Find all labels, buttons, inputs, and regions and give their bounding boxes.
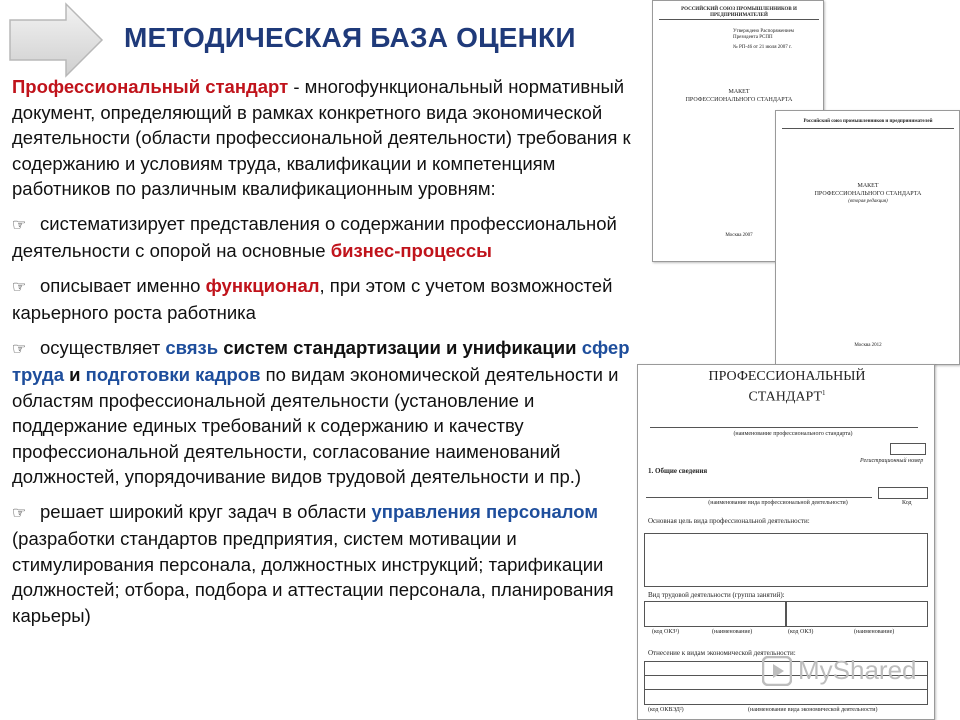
doc2-org: Российский союз промышленников и предпринимателей — [803, 119, 933, 124]
page-title: МЕТОДИЧЕСКАЯ БАЗА ОЦЕНКИ — [124, 22, 576, 53]
bullet-1-text: систематизирует представления о содержании профессиональной деятельности с опорой на основные — [12, 212, 617, 261]
doc2-city: Москва 2012 — [854, 343, 882, 348]
doc3-okved-code: (код ОКВЭД²) — [648, 707, 684, 713]
bullet-3-bold-2: и — [63, 364, 86, 385]
pointing-hand-icon: ☞ — [12, 278, 27, 296]
bullet-3-blue-2: сфер труда — [12, 336, 630, 385]
doc1-city: Москва 2007 — [725, 233, 753, 238]
pointing-hand-icon: ☞ — [12, 340, 27, 358]
doc3-goal: Основная цель вида профессиональной деятельности: — [648, 517, 810, 525]
doc3-code: Код — [902, 500, 912, 506]
pointing-hand-icon: ☞ — [12, 504, 27, 522]
doc3-activity-caption: (наименование вида профессиональной деятельности) — [708, 500, 848, 506]
doc1-org: РОССИЙСКИЙ СОЮЗ ПРОМЫШЛЕННИКОВ И ПРЕДПРИНИМАТЕЛЕЙ — [681, 7, 797, 18]
bullet-2-text-a: описывает именно — [40, 274, 206, 296]
doc3-group: Вид трудовой деятельности (группа занятий): — [648, 591, 785, 599]
bullet-4-highlight: управления персоналом — [371, 500, 599, 522]
arrow-decoration — [8, 2, 104, 78]
bullet-3-text-a: осуществляет — [40, 336, 166, 358]
doc3-reg-number: Регистрационный номер — [860, 458, 924, 464]
doc2-edition: (вторая редакция) — [848, 199, 888, 204]
doc3-title — [682, 369, 892, 406]
bullet-item-2 — [12, 273, 637, 326]
intro-paragraph — [12, 74, 637, 202]
doc3-econ: Отнесение к видам экономической деятельности: — [648, 649, 796, 657]
doc3-std-caption: (наименование профессионального стандарта) — [733, 431, 853, 437]
bullet-3-bold-1: систем стандартизации и унификации — [218, 336, 582, 358]
bullet-4-text-b: (разработки стандартов предприятия, систем мотивации и стимулирования персонала, должностных инструкций; тарификации должностей; отбора, подбора и аттестации персонала, планирования карьеры) — [12, 528, 614, 626]
watermark-text: MyShared — [798, 655, 917, 685]
bullet-3-blue-1: связь — [165, 336, 219, 358]
doc3-okz-name2: (наименование) — [854, 629, 895, 635]
bullet-3-blue-3: подготовки кадров — [85, 364, 261, 385]
doc1-name: ПРОФЕССИОНАЛЬНОГО СТАНДАРТА — [685, 97, 793, 103]
play-logo-icon — [762, 656, 792, 686]
bullet-2-text-b: , при этом с учетом возможностей карьерного роста работника — [12, 274, 613, 323]
doc1-maket: МАКЕТ — [728, 89, 750, 95]
document-thumbnail-2 — [775, 110, 960, 365]
bullet-2-highlight: функционал — [205, 274, 320, 296]
doc3-okved-name: (наименование вида экономической деятельности) — [748, 707, 878, 713]
doc3-title-line1: ПРОФЕССИОНАЛЬНЫЙ — [708, 369, 866, 384]
bullet-item-4 — [12, 499, 637, 629]
bullet-3-text-b: по видам экономической деятельности и областям профессиональной деятельности (установление и поддержание единых требований к содержанию и качеству профессиональной деятельности, согласование наименований должностей, упорядочивание видов трудовой деятельности и пр.) — [12, 364, 619, 487]
doc2-name: ПРОФЕССИОНАЛЬНОГО СТАНДАРТА — [814, 191, 922, 197]
bullet-1-highlight: бизнес-процессы — [330, 240, 492, 261]
doc3-section1: 1. Общие сведения — [648, 467, 708, 475]
bullet-4-text-a: решает широкий круг задач в области — [40, 500, 372, 522]
doc2-maket: МАКЕТ — [857, 183, 879, 189]
doc3-okz-name: (наименование) — [712, 629, 753, 635]
intro-term: Профессиональный стандарт — [12, 76, 289, 97]
pointing-hand-icon: ☞ — [12, 216, 27, 234]
doc3-okz-code: (код ОКЗ¹) — [652, 629, 680, 635]
doc3-title-line2 — [682, 385, 892, 406]
main-content — [12, 74, 637, 637]
bullet-item-3 — [12, 335, 637, 490]
watermark — [762, 655, 917, 686]
doc1-approved: Утверждено Распоряжением Президента РСПП — [733, 29, 794, 40]
doc3-okz-code2: (код ОКЗ) — [788, 629, 814, 635]
doc3-footnote: 1 — [822, 389, 826, 397]
bullet-item-1 — [12, 211, 637, 264]
doc1-number: № РП-46 от 21 июля 2007 г. — [733, 45, 792, 50]
intro-text: - многофункциональный нормативный документ, определяющий в рамках конкретного вида экономической деятельности (области профессиональной деятельности) требования к содержанию и условиям труда, квалификации и компетенциям работников по различным квалификационным уровням: — [12, 76, 631, 199]
doc3-title-word2: СТАНДАРТ — [748, 389, 823, 405]
